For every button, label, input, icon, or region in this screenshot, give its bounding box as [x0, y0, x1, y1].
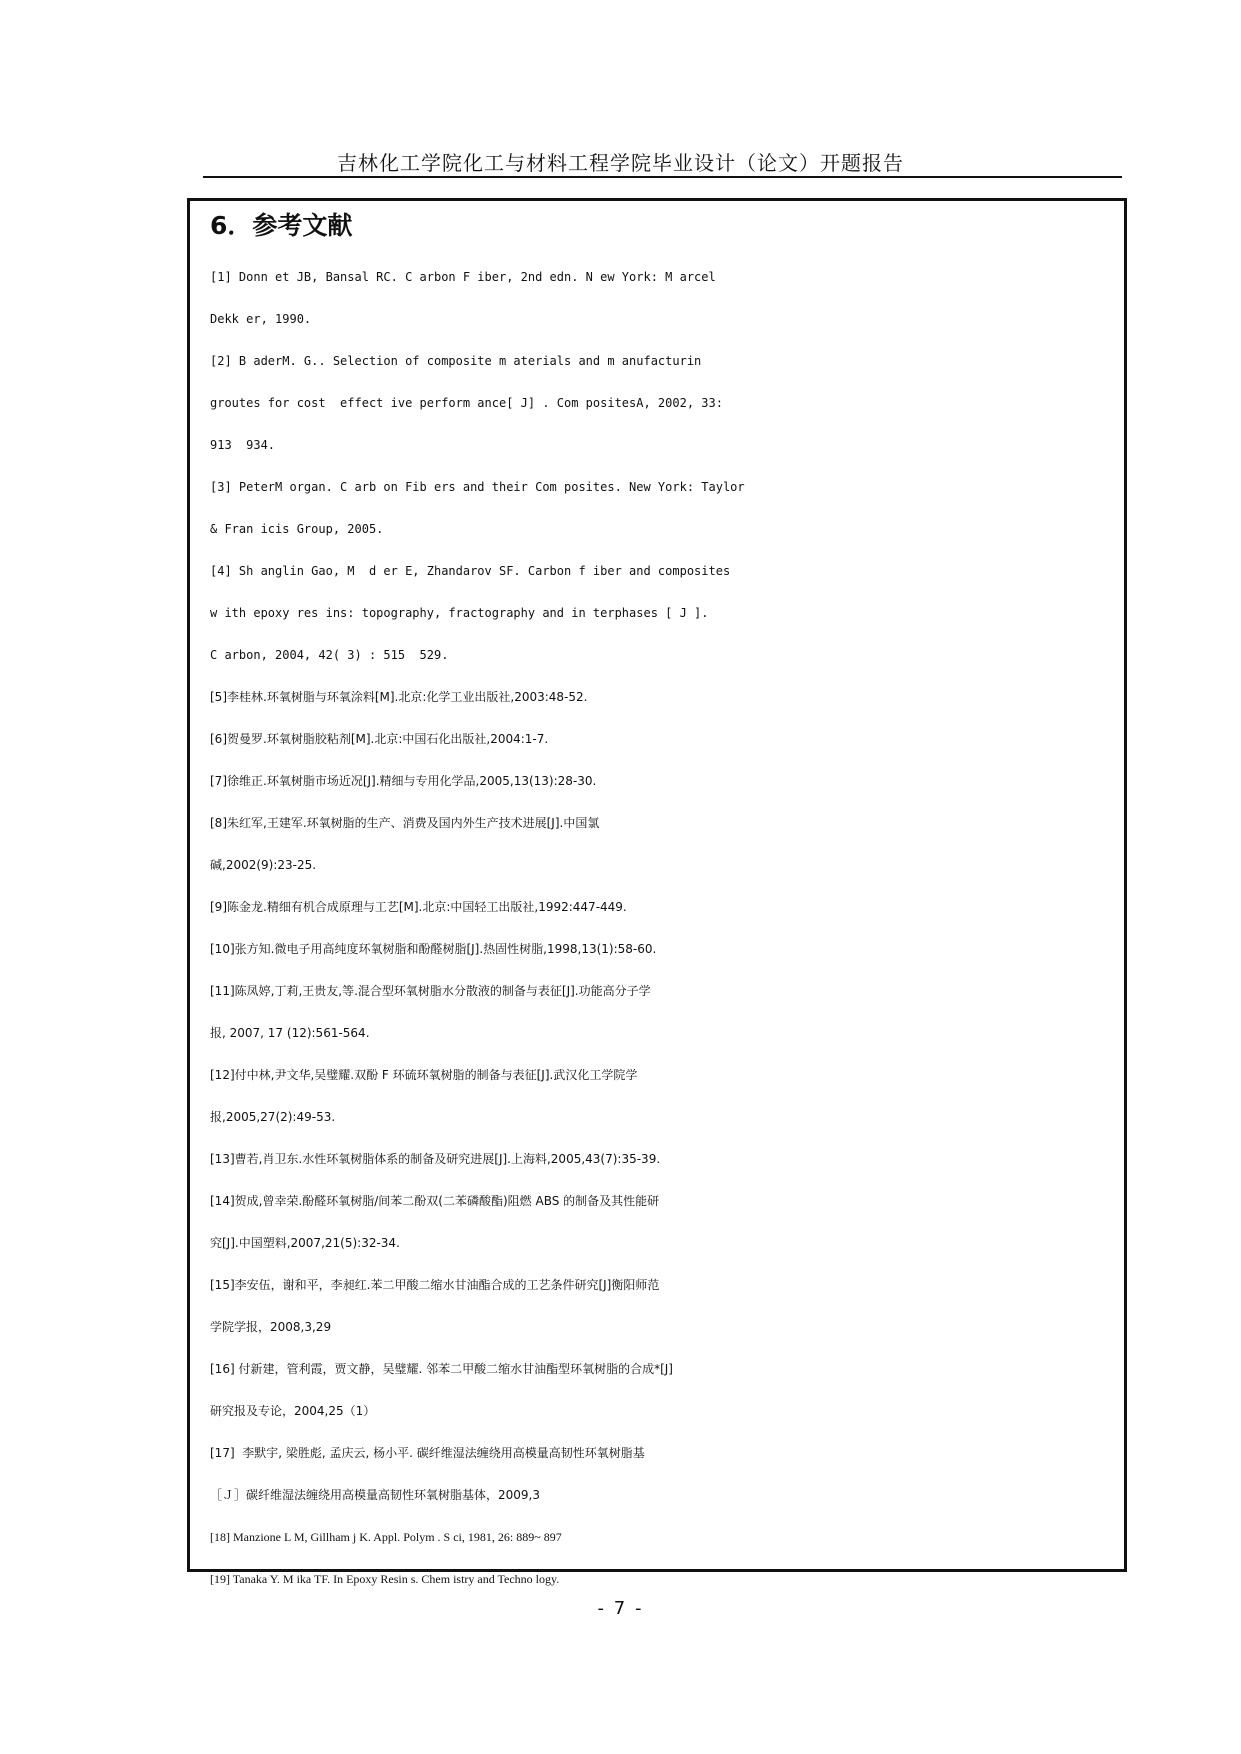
reference-line: [15]李安伍，谢和平，李昶红.苯二甲酸二缩水甘油酯合成的工艺条件研究[J]衡阳师范 [210, 1278, 660, 1292]
reference-line: [13]曹若,肖卫东.水性环氧树脂体系的制备及研究进展[J].上海料,2005,43(7):35-39. [210, 1152, 661, 1166]
reference-line: [2] B aderM. G.. Selection of composite m aterials and m anufacturin [210, 354, 702, 368]
page-header-title: 吉林化工学院化工与材料工程学院毕业设计（论文）开题报告 [337, 151, 904, 175]
reference-box [187, 198, 1127, 1586]
reference-line: 学院学报，2008,3,29 [210, 1320, 332, 1334]
reference-line: & Fran icis Group, 2005. [210, 522, 384, 536]
section-heading: 6．参考文献 [210, 211, 353, 240]
reference-line: groutes for cost effect ive perform ance[ J] . Com positesA, 2002, 33: [210, 396, 723, 410]
reference-line: [10]张方知.微电子用高纯度环氧树脂和酚醛树脂[J].热固性树脂,1998,13(1):58-60. [210, 942, 657, 956]
reference-line: [3] PeterM organ. C arb on Fib ers and their Com posites. New York: Taylor [210, 480, 745, 494]
reference-line: 碱,2002(9):23-25. [210, 858, 317, 872]
reference-line: [7]徐维正.环氧树脂市场近况[J].精细与专用化学品,2005,13(13):28-30. [210, 774, 597, 788]
reference-line: 研究报及专论，2004,25（1） [210, 1404, 376, 1418]
reference-line: C arbon, 2004, 42( 3) : 515 529. [210, 648, 449, 662]
reference-line: 913 934. [210, 438, 276, 452]
reference-line: Dekk er, 1990. [210, 312, 312, 326]
reference-line: [6]贺曼罗.环氧树脂胶粘剂[M].北京:中国石化出版社,2004:1-7. [210, 732, 549, 746]
reference-line: [8]朱红军,王建军.环氧树脂的生产、消费及国内外生产技术进展[J].中国氯 [210, 816, 600, 830]
reference-line: [18] Manzione L M, Gillham j K. Appl. Polym . S ci, 1981, 26: 889~ 897 [210, 1530, 562, 1544]
reference-line: 究[J].中国塑料,2007,21(5):32-34. [210, 1236, 400, 1250]
reference-line: [1] Donn et JB, Bansal RC. C arbon F iber, 2nd edn. N ew York: M arcel [210, 270, 716, 284]
reference-line: 报, 2007, 17 (12):561-564. [210, 1026, 370, 1040]
reference-line: [14]贺成,曾幸荣.酚醛环氧树脂/间苯二酚双(二苯磷酸酯)阻燃 ABS 的制备及其性能研 [210, 1194, 660, 1208]
reference-line: ［Ｊ］碳纤维湿法缠绕用高模量高韧性环氧树脂基体，2009,3 [210, 1488, 540, 1502]
reference-line: [12]付中林,尹文华,吴璧耀.双酚 F 环硫环氧树脂的制备与表征[J].武汉化工学院学 [210, 1068, 638, 1082]
reference-line: [4] Sh anglin Gao, M d er E, Zhandarov SF. Carbon f iber and composites [210, 564, 731, 578]
page-number: - 7 - [597, 1598, 644, 1619]
reference-line: [19] Tanaka Y. M ika TF. In Epoxy Resin s. Chem istry and Techno logy. [210, 1572, 560, 1586]
reference-line: [9]陈金龙.精细有机合成原理与工艺[M].北京:中国轻工出版社,1992:447-449. [210, 900, 627, 914]
reference-line: [17] 李默宇, 梁胜彪, 孟庆云, 杨小平. 碳纤维湿法缠绕用高模量高韧性环氧树脂基 [210, 1446, 645, 1460]
reference-line: w ith epoxy res ins: topography, fractography and in terphases [ J ]. [210, 606, 709, 620]
reference-line: [11]陈凤婷,丁莉,王贵友,等.混合型环氧树脂水分散液的制备与表征[J].功能高分子学 [210, 984, 651, 998]
reference-line: 报,2005,27(2):49-53. [210, 1110, 336, 1124]
reference-line: [16] 付新建，管利霞，贾文静，吴璧耀. 邻苯二甲酸二缩水甘油酯型环氧树脂的合成*[J] [210, 1362, 673, 1376]
reference-line: [5]李桂林.环氧树脂与环氧涂料[M].北京:化学工业出版社,2003:48-52. [210, 690, 588, 704]
reference-list [210, 256, 1125, 1600]
header-divider [203, 176, 1122, 178]
